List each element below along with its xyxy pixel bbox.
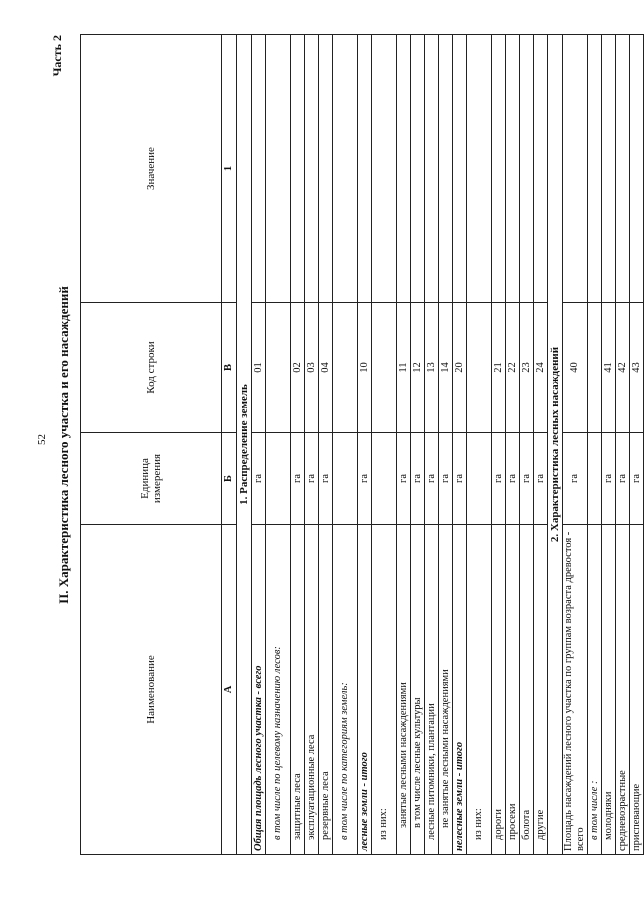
table-row [291, 35, 305, 855]
row-value [467, 35, 492, 303]
row-unit: га [492, 433, 506, 525]
row-unit: га [397, 433, 411, 525]
row-name: в том числе лесные культуры [411, 525, 425, 855]
row-unit [372, 433, 397, 525]
row-value [358, 35, 372, 303]
row-unit [467, 433, 492, 525]
row-code: 40 [563, 303, 588, 433]
table-row [372, 35, 397, 855]
row-value [563, 35, 588, 303]
header-code: Код строки [81, 303, 222, 433]
row-value [439, 35, 453, 303]
row-name: просеки [506, 525, 520, 855]
table-row [319, 35, 333, 855]
row-code [333, 303, 358, 433]
table-row [467, 35, 492, 855]
row-code [372, 303, 397, 433]
row-code: 41 [602, 303, 616, 433]
row-code: 14 [439, 303, 453, 433]
table-row [358, 35, 372, 855]
row-unit: га [411, 433, 425, 525]
row-unit: га [305, 433, 319, 525]
table-row [252, 35, 266, 855]
row-value [520, 35, 534, 303]
section-2-rows [563, 35, 644, 855]
part-label: Часть 2 [50, 35, 64, 77]
row-code [467, 303, 492, 433]
subsection-title-2: 2. Характеристика лесных насаждений [548, 35, 563, 855]
header-unit: Единица измерения [81, 433, 222, 525]
row-unit: га [520, 433, 534, 525]
row-code: 13 [425, 303, 439, 433]
letter-unit: Б [222, 433, 237, 525]
row-unit: га [506, 433, 520, 525]
row-unit: га [358, 433, 372, 525]
subsection-row-2 [548, 35, 563, 855]
row-unit: га [252, 433, 266, 525]
row-unit: га [534, 433, 548, 525]
row-code: 22 [506, 303, 520, 433]
table-row [630, 35, 644, 855]
table-row [397, 35, 411, 855]
row-unit: га [616, 433, 630, 525]
table-row [602, 35, 616, 855]
section-1-rows [252, 35, 548, 855]
row-unit [333, 433, 358, 525]
row-name: из них: [372, 525, 397, 855]
row-name: не занятые лесными насаждениями [439, 525, 453, 855]
row-value [252, 35, 266, 303]
row-value [333, 35, 358, 303]
row-name: защитные леса [291, 525, 305, 855]
row-value [305, 35, 319, 303]
row-name: другие [534, 525, 548, 855]
row-code: 23 [520, 303, 534, 433]
letter-name: А [222, 525, 237, 855]
row-value [397, 35, 411, 303]
row-code: 03 [305, 303, 319, 433]
row-value [534, 35, 548, 303]
section-title: II. Характеристика лесного участка и его насаждений [56, 286, 71, 604]
row-value [411, 35, 425, 303]
table-row [453, 35, 467, 855]
subsection-row-1 [237, 35, 252, 855]
header-value: Значение [81, 35, 222, 303]
table-row [616, 35, 630, 855]
row-code: 10 [358, 303, 372, 433]
row-unit: га [602, 433, 616, 525]
letter-code: В [222, 303, 237, 433]
table-row [534, 35, 548, 855]
row-name: из них: [467, 525, 492, 855]
row-code: 01 [252, 303, 266, 433]
table-row [439, 35, 453, 855]
row-value [616, 35, 630, 303]
land-characteristics-table [80, 34, 644, 855]
table-row [520, 35, 534, 855]
header-row [81, 35, 222, 855]
row-code: 21 [492, 303, 506, 433]
row-name: в том числе по категориям земель: [333, 525, 358, 855]
row-code [588, 303, 602, 433]
row-code: 43 [630, 303, 644, 433]
row-unit: га [319, 433, 333, 525]
row-code: 02 [291, 303, 305, 433]
page-number: 52 [36, 434, 48, 445]
subsection-title-1: 1. Распределение земель [237, 35, 252, 855]
row-unit [588, 433, 602, 525]
row-value [266, 35, 291, 303]
row-name: резервные леса [319, 525, 333, 855]
row-value [588, 35, 602, 303]
table-row [492, 35, 506, 855]
row-name: средневозрастные [616, 525, 630, 855]
row-unit: га [630, 433, 644, 525]
table-row [333, 35, 358, 855]
row-value [291, 35, 305, 303]
row-name: лесные земли - итого [358, 525, 372, 855]
row-code: 24 [534, 303, 548, 433]
row-unit: га [425, 433, 439, 525]
row-code: 04 [319, 303, 333, 433]
rotated-form [50, 35, 642, 855]
row-name: Площадь насаждений лесного участка по группам возраста древостоя - всего [563, 525, 588, 855]
row-code: 11 [397, 303, 411, 433]
row-name: занятые лесными насаждениями [397, 525, 411, 855]
letter-value: 1 [222, 35, 237, 303]
row-name: в том числе : [588, 525, 602, 855]
table-row [411, 35, 425, 855]
table-row [305, 35, 319, 855]
row-name: Общая площадь лесного участка - всего [252, 525, 266, 855]
row-name: эксплуатационные леса [305, 525, 319, 855]
row-name: молодняки [602, 525, 616, 855]
row-value [372, 35, 397, 303]
row-name: дороги [492, 525, 506, 855]
row-name: болота [520, 525, 534, 855]
row-value [630, 35, 644, 303]
column-letter-row [222, 35, 237, 855]
row-unit: га [439, 433, 453, 525]
table-row [425, 35, 439, 855]
row-value [453, 35, 467, 303]
row-name: нелесные земли - итого [453, 525, 467, 855]
row-code: 42 [616, 303, 630, 433]
header-name: Наименование [81, 525, 222, 855]
row-name: приспевающие [630, 525, 644, 855]
row-unit: га [291, 433, 305, 525]
row-value [425, 35, 439, 303]
row-value [319, 35, 333, 303]
table-row [506, 35, 520, 855]
row-code [266, 303, 291, 433]
table-row [266, 35, 291, 855]
row-unit: га [453, 433, 467, 525]
row-unit [266, 433, 291, 525]
row-code: 20 [453, 303, 467, 433]
row-code: 12 [411, 303, 425, 433]
row-name: лесные питомники, плантации [425, 525, 439, 855]
row-value [492, 35, 506, 303]
row-unit: га [563, 433, 588, 525]
row-value [602, 35, 616, 303]
row-value [506, 35, 520, 303]
table-row [563, 35, 588, 855]
row-name: в том числе по целевому назначению лесов: [266, 525, 291, 855]
table-row [588, 35, 602, 855]
